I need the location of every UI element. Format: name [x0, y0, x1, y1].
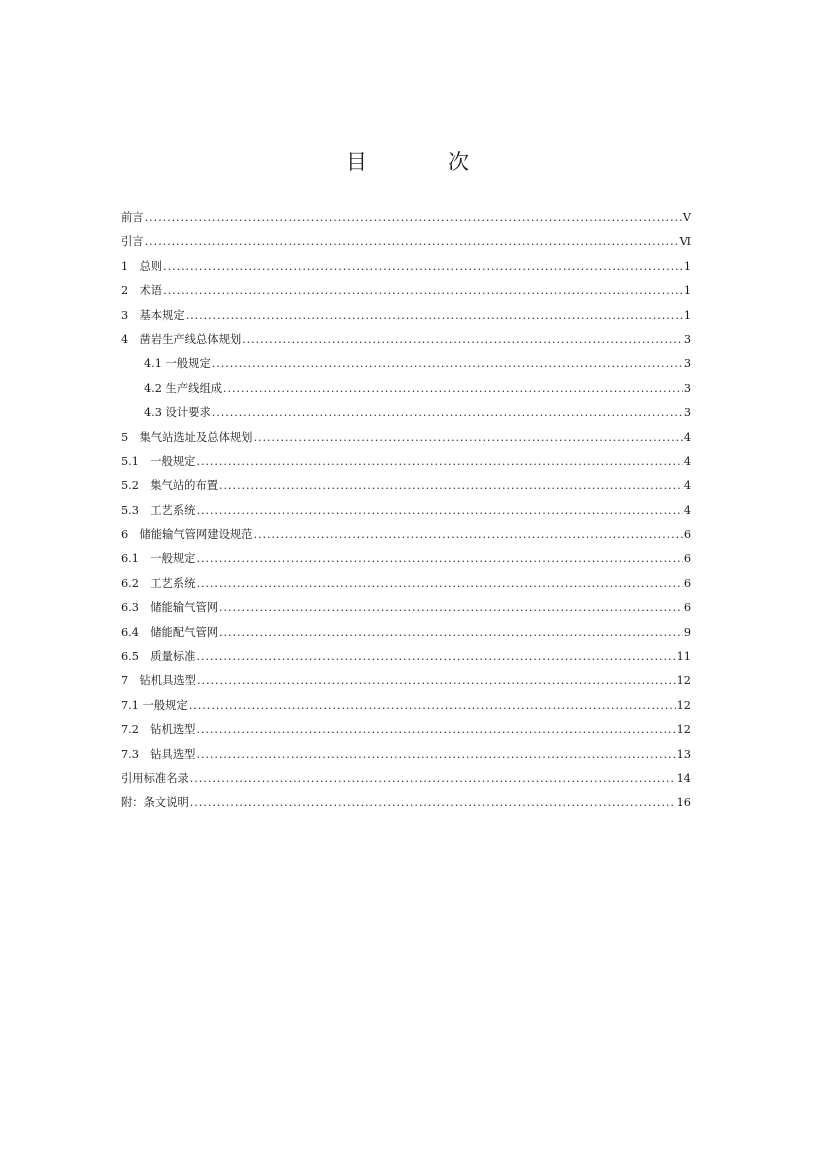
dot-leader [145, 230, 679, 254]
toc-entry[interactable] [121, 694, 691, 718]
toc-entry-label: 2 术语 [121, 284, 163, 298]
toc-entry-page-number: 3 [683, 406, 691, 420]
dot-leader [190, 791, 676, 815]
toc-entry-label: 引言 [121, 235, 144, 249]
dot-leader [212, 352, 683, 376]
toc-entry-label: 6.4 储能配气管网 [121, 625, 219, 639]
toc-entry[interactable] [121, 669, 691, 693]
dot-leader [197, 669, 676, 693]
toc-entry-label: 7.1 一般规定 [121, 698, 188, 712]
dot-leader [196, 450, 682, 474]
toc-entry[interactable] [121, 523, 691, 547]
toc-entry[interactable] [121, 255, 691, 279]
toc-entry-page-number: Ⅵ [679, 235, 691, 249]
toc-entry-page-number: 3 [683, 332, 691, 346]
dot-leader [196, 499, 682, 523]
toc-entry-label: 5.2 集气站的布置 [121, 479, 219, 493]
toc-entry-page-number: 6 [683, 601, 691, 615]
dot-leader [196, 572, 682, 596]
dot-leader [196, 743, 675, 767]
toc-entry[interactable] [121, 401, 691, 425]
toc-entry[interactable] [121, 718, 691, 742]
dot-leader [196, 547, 682, 571]
toc-entry[interactable] [121, 450, 691, 474]
toc-entry-label: 引用标准名录 [121, 771, 189, 785]
toc-entry-label: 5.1 一般规定 [121, 454, 196, 468]
dot-leader [219, 596, 683, 620]
toc-entry-label: 4.3 设计要求 [144, 406, 211, 420]
toc-entry-page-number: 13 [676, 747, 691, 761]
toc-entry-page-number: 12 [676, 674, 691, 688]
toc-entry-label: 5 集气站选址及总体规划 [121, 430, 253, 444]
toc-entry[interactable] [121, 572, 691, 596]
toc-entry[interactable] [121, 206, 691, 230]
toc-entry[interactable] [121, 547, 691, 571]
toc-entry[interactable] [121, 645, 691, 669]
toc-entry[interactable] [121, 743, 691, 767]
toc-entry-page-number: 1 [683, 259, 691, 273]
dot-leader [223, 377, 683, 401]
toc-entry[interactable] [121, 328, 691, 352]
toc-entry[interactable] [121, 474, 691, 498]
toc-entry[interactable] [121, 596, 691, 620]
toc-entry-page-number: 14 [676, 771, 691, 785]
toc-entry-page-number: 4 [683, 503, 691, 517]
toc-entry-page-number: 1 [683, 308, 691, 322]
dot-leader [145, 206, 682, 230]
toc-entry-page-number: 16 [676, 796, 691, 810]
toc-entry-page-number: 1 [683, 284, 691, 298]
toc-entry-label: 6 储能输气管网建设规范 [121, 528, 253, 542]
toc-entry-page-number: 9 [683, 625, 691, 639]
toc-entry-page-number: 3 [683, 357, 691, 371]
dot-leader [219, 474, 683, 498]
toc-entry-page-number: 4 [683, 454, 691, 468]
toc-entry-label: 附：条文说明 [121, 796, 189, 810]
toc-entry[interactable] [121, 499, 691, 523]
toc-entry-label: 7 钻机具选型 [121, 674, 196, 688]
dot-leader [219, 621, 683, 645]
toc-entry-page-number: Ⅴ [682, 211, 691, 224]
toc-entry-label: 1 总则 [121, 259, 163, 273]
dot-leader [212, 401, 683, 425]
dot-leader [242, 328, 683, 352]
dot-leader [253, 426, 682, 450]
toc-entry-label: 6.5 质量标准 [121, 650, 196, 664]
toc-entry[interactable] [121, 279, 691, 303]
toc-entry[interactable] [121, 230, 691, 254]
toc-entry-page-number: 3 [683, 381, 691, 395]
dot-leader [186, 304, 683, 328]
dot-leader [253, 523, 682, 547]
toc-entry[interactable] [121, 304, 691, 328]
dot-leader [190, 767, 676, 791]
toc-entry[interactable] [121, 767, 691, 791]
toc-entry-page-number: 4 [683, 430, 691, 444]
toc-entry-page-number: 12 [676, 698, 691, 712]
toc-entry[interactable] [121, 352, 691, 376]
toc-entry[interactable] [121, 377, 691, 401]
toc-entry-label: 4.1 一般规定 [144, 357, 211, 371]
toc-entry[interactable] [121, 791, 691, 815]
toc-entry-page-number: 4 [683, 479, 691, 493]
toc-entry-label: 4.2 生产线组成 [144, 381, 223, 395]
toc-entry-page-number: 6 [683, 528, 691, 542]
toc-entry-page-number: 6 [683, 552, 691, 566]
toc-entry[interactable] [121, 426, 691, 450]
toc-entry-label: 前言 [121, 211, 144, 224]
toc-entry-label: 6.1 一般规定 [121, 552, 196, 566]
toc-entry-label: 7.3 钻具选型 [121, 747, 196, 761]
toc-entry-label: 7.2 钻机选型 [121, 723, 196, 737]
toc-entry-label: 6.3 储能输气管网 [121, 601, 219, 615]
toc-entry-page-number: 11 [676, 650, 691, 664]
toc-entry-page-number: 12 [676, 723, 691, 737]
dot-leader [196, 645, 675, 669]
toc-entry-label: 4 凿岩生产线总体规划 [121, 332, 242, 346]
table-of-contents [121, 206, 691, 816]
toc-entry-label: 5.3 工艺系统 [121, 503, 196, 517]
dot-leader [196, 718, 675, 742]
toc-entry-label: 3 基本规定 [121, 308, 185, 322]
dot-leader [163, 279, 683, 303]
page-title: 目 次 [346, 150, 499, 174]
dot-leader [163, 255, 683, 279]
toc-entry-label: 6.2 工艺系统 [121, 576, 196, 590]
toc-entry[interactable] [121, 621, 691, 645]
toc-entry-page-number: 6 [683, 576, 691, 590]
dot-leader [189, 694, 676, 718]
